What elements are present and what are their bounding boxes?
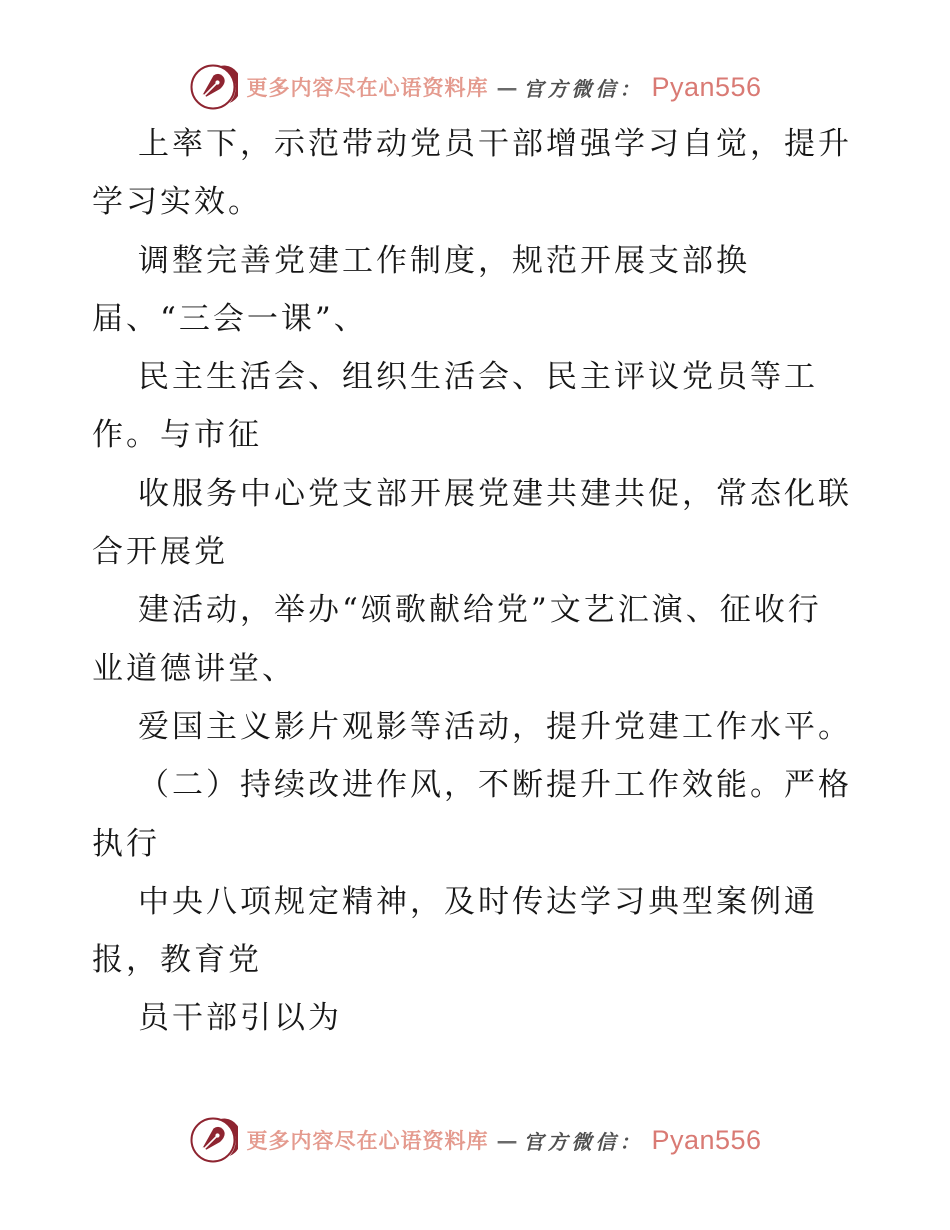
document-body <box>92 115 910 1048</box>
text-line: 学习实效。 <box>92 184 262 221</box>
separator-dash: — <box>496 1127 516 1153</box>
wechat-id: Pyan556 <box>651 71 762 102</box>
text-line: 报，教育党 <box>92 942 262 979</box>
pen-nib-circle-icon <box>188 62 238 112</box>
text-line: 作。与市征 <box>92 417 262 454</box>
text-line: 上率下，示范带动党员干部增强学习自觉，提升 <box>138 126 852 162</box>
text-line: 执行 <box>92 825 160 862</box>
text-line: 收服务中心党支部开展党建共建共促，常态化联 <box>138 475 852 512</box>
brand-text: 更多内容尽在心语资料库 <box>246 1128 489 1153</box>
text-line: （二）持续改进作风，不断提升工作效能。严格 <box>138 767 852 804</box>
wechat-label: 官方微信： <box>523 1129 644 1154</box>
pen-nib-circle-icon <box>188 1115 238 1165</box>
text-line: 爱国主义影片观影等活动，提升党建工作水平。 <box>138 708 852 745</box>
text-line: 中央八项规定精神，及时传达学习典型案例通 <box>138 883 818 920</box>
text-line: 民主生活会、组织生活会、民主评议党员等工 <box>138 359 818 396</box>
wechat-label: 官方微信： <box>523 76 644 101</box>
text-line: 建活动，举办“颂歌献给党”文艺汇演、征收行 <box>138 592 822 629</box>
text-line: 调整完善党建工作制度，规范开展支部换 <box>138 242 750 279</box>
separator-dash: — <box>496 74 516 100</box>
text-line: 员干部引以为 <box>138 1000 342 1037</box>
footer-banner <box>0 1114 950 1166</box>
wechat-id: Pyan556 <box>651 1124 762 1155</box>
text-line: 合开展党 <box>92 534 228 571</box>
text-line: 届、“三会一课”、 <box>92 300 368 337</box>
header-banner <box>0 61 950 113</box>
text-line: 业道德讲堂、 <box>92 650 296 687</box>
brand-text: 更多内容尽在心语资料库 <box>246 75 489 100</box>
